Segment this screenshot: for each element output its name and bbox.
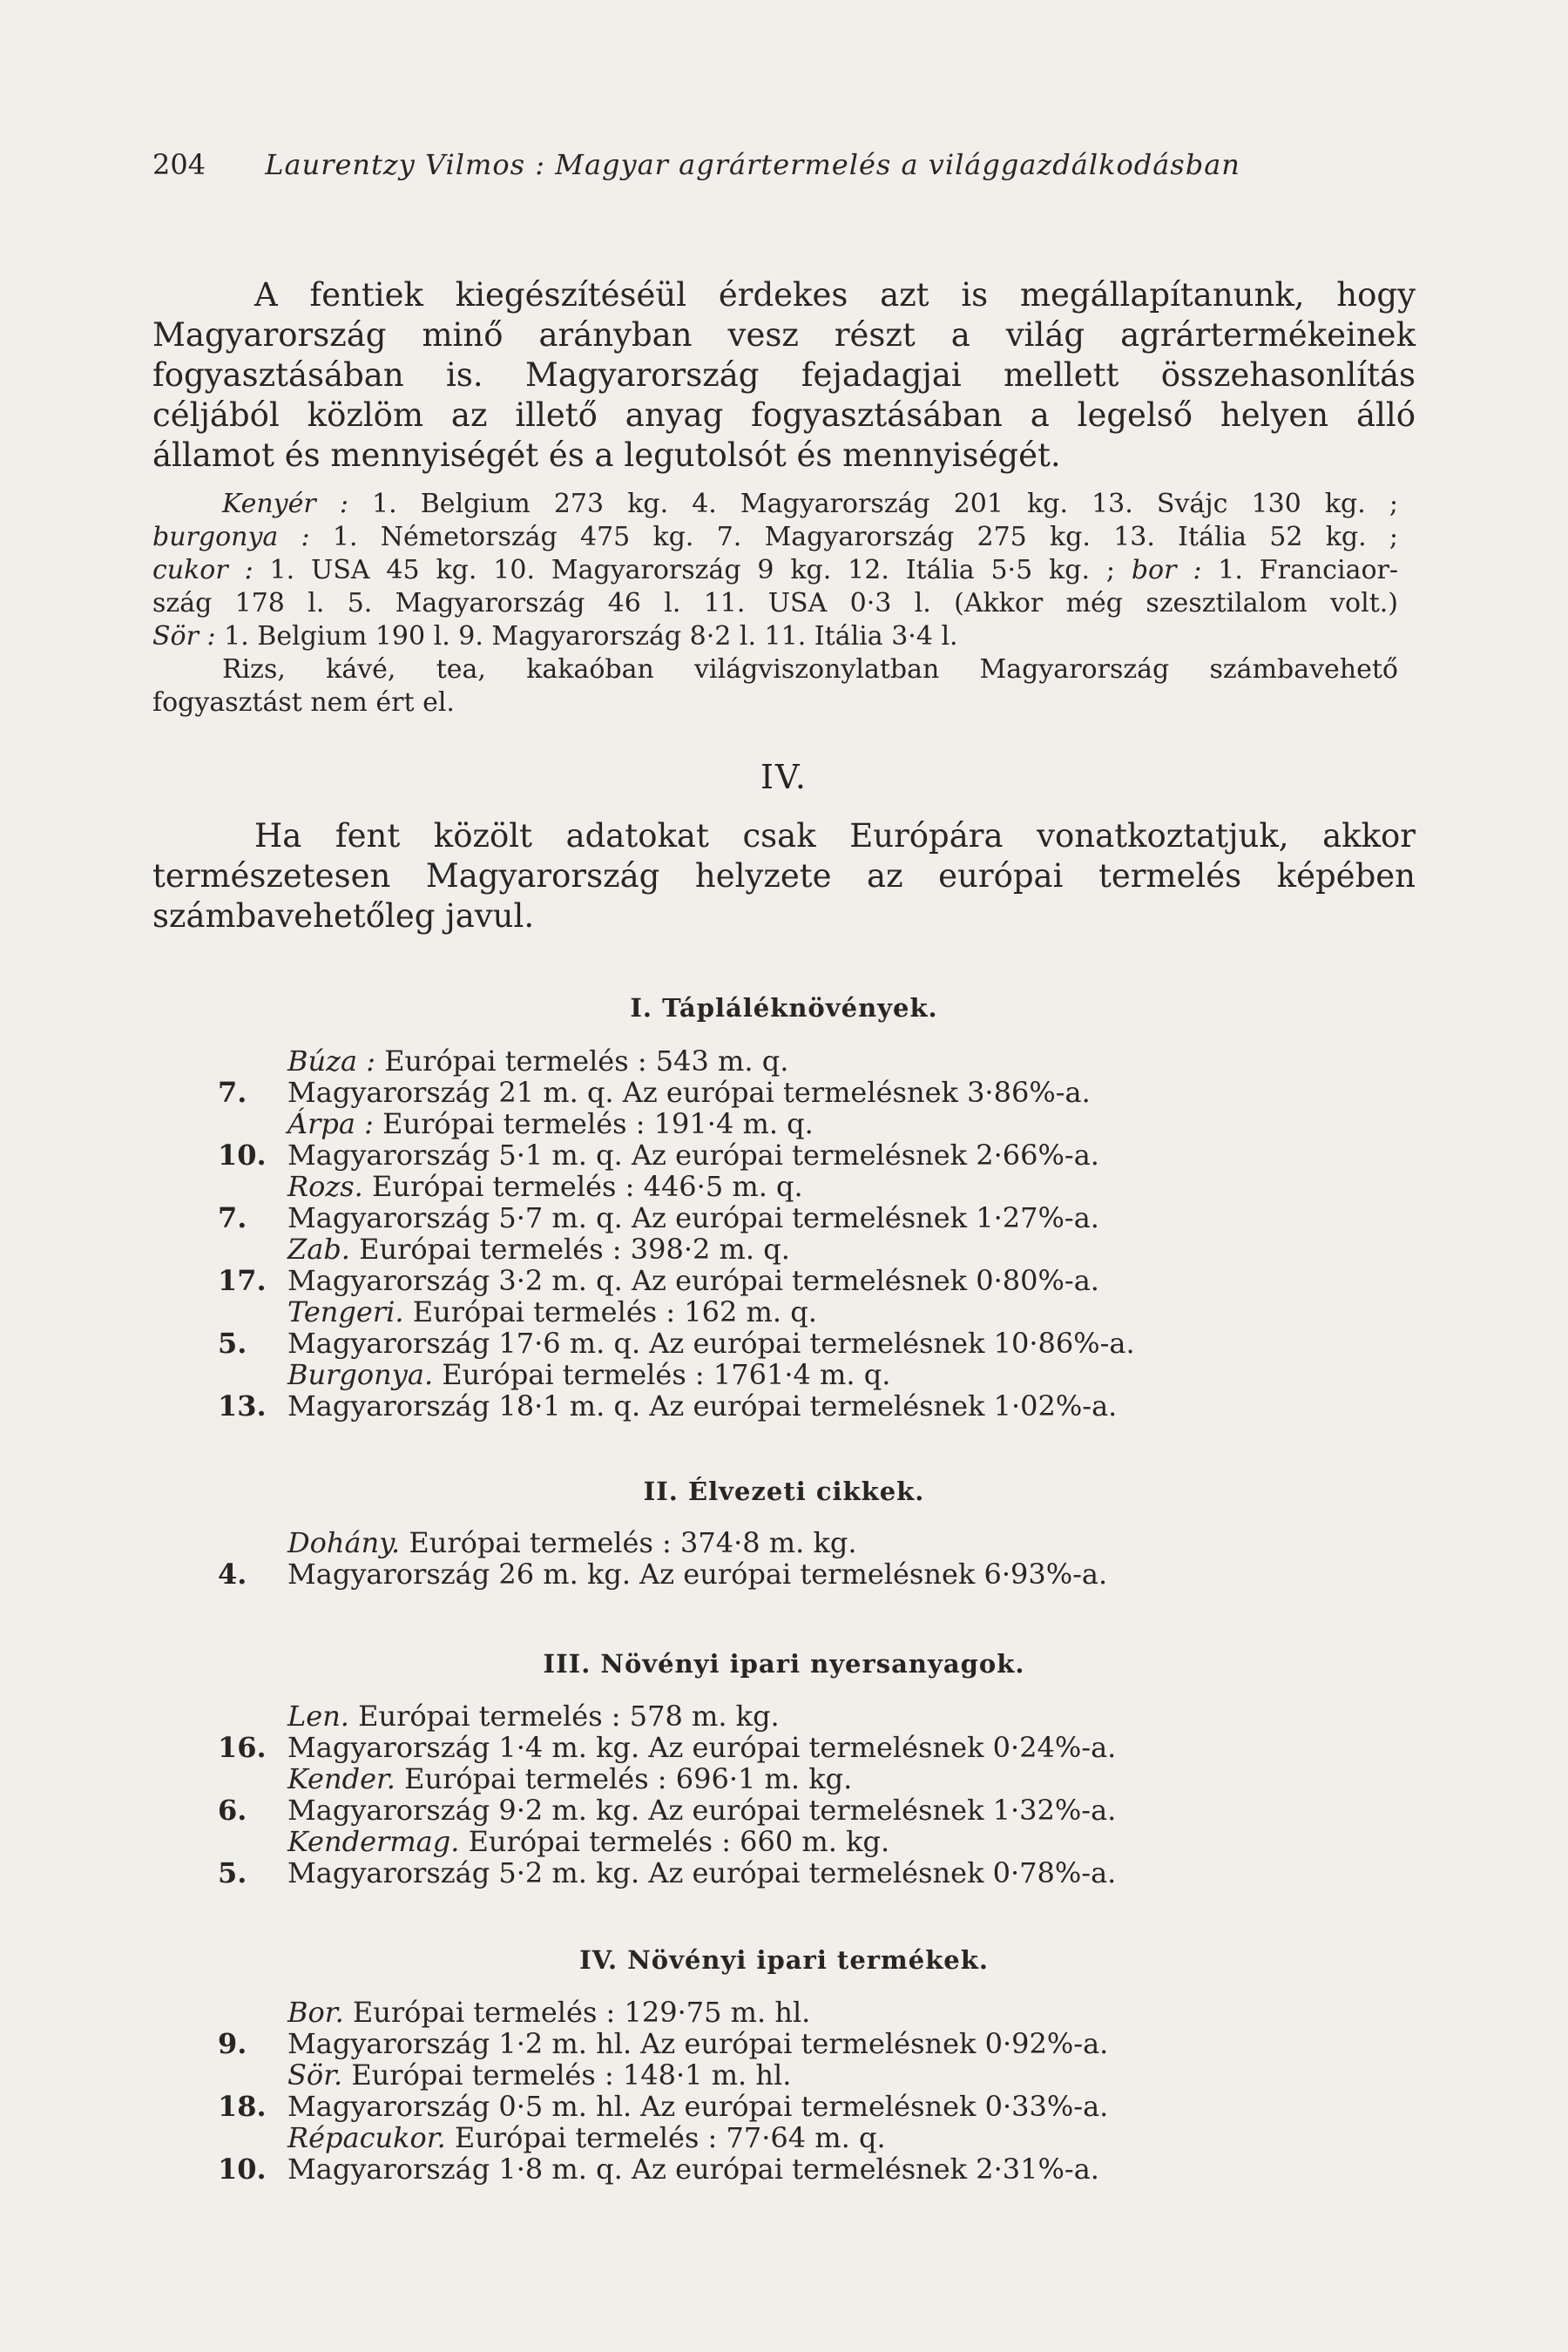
share-text: Magyarország 5·1 m. q. Az európai termelésnek 2·66%-a. — [287, 1139, 1099, 1172]
share-text: Magyarország 5·2 m. kg. Az európai termelésnek 0·78%-a. — [287, 1856, 1117, 1889]
production-text: Európai termelés : 77·64 m. q. — [454, 2121, 886, 2154]
production-text: Európai termelés : 129·75 m. hl. — [352, 1996, 811, 2029]
consumption-line: szág 178 l. 5. Magyarország 46 l. 11. USA 0·3 l. (Akkor még szesztilalom volt.) — [152, 588, 1398, 618]
product-name: Zab. — [287, 1233, 350, 1266]
consumption-line — [152, 620, 1398, 653]
item-label: bor : — [1131, 555, 1202, 585]
share-text: Magyarország 21 m. q. Az európai termelésnek 3·86%-a. — [287, 1076, 1091, 1109]
share-row — [218, 1732, 1307, 1763]
share-row — [218, 1857, 1307, 1889]
intro-line: céljából közlöm az illető anyag fogyasztásában a legelső helyen álló — [152, 396, 1416, 434]
rank: 18. — [218, 2090, 267, 2123]
page-number: 204 — [152, 148, 206, 181]
production-text: Európai termelés : 191·4 m. q. — [382, 1107, 814, 1140]
item-text: 1. Belgium 273 kg. 4. Magyarország 201 kg. 13. Svájc 130 kg. ; — [348, 489, 1398, 519]
production-text: Európai termelés : 578 m. kg. — [358, 1700, 780, 1733]
production-row — [218, 1527, 1307, 1558]
rank: 6. — [218, 1794, 247, 1827]
product-name: Répacukor. — [287, 2121, 446, 2154]
product-name: Sör. — [287, 2058, 343, 2092]
product-name: Kender. — [287, 1762, 395, 1795]
production-text: Európai termelés : 1761·4 m. q. — [442, 1358, 891, 1391]
rank: 9. — [218, 2027, 247, 2060]
production-text: Európai termelés : 543 m. q. — [384, 1044, 789, 1078]
share-text: Magyarország 1·8 m. q. Az európai termelésnek 2·31%-a. — [287, 2153, 1099, 2186]
share-row — [218, 1390, 1307, 1422]
production-row — [218, 1296, 1307, 1328]
consumption-line — [152, 521, 1398, 554]
production-text: Európai termelés : 374·8 m. kg. — [409, 1526, 857, 1559]
production-row — [218, 1700, 1307, 1732]
page-header — [152, 148, 1311, 181]
rank: 4. — [218, 1558, 247, 1591]
europe-line: természetesen Magyarország helyzete az európai termelés képében — [152, 857, 1416, 895]
intro-line: Magyarország minő arányban vesz részt a világ agrártermékeinek — [152, 316, 1416, 354]
production-row — [218, 1108, 1307, 1139]
intro-line: A fentiek kiegészítéséül érdekes azt is megállapítanunk, hogy — [254, 276, 1416, 314]
production-row — [218, 1826, 1307, 1857]
production-text: Európai termelés : 398·2 m. q. — [359, 1233, 790, 1266]
product-name: Rozs. — [287, 1170, 363, 1203]
item-text: 1. Németország 475 kg. 7. Magyarország 275 kg. 13. Itália 52 kg. ; — [309, 522, 1398, 552]
item-text: 1. Franciaor- — [1201, 555, 1398, 585]
running-title: Laurentzy Vilmos : Magyar agrártermelés a világgazdálkodásban — [265, 148, 1240, 181]
share-text: Magyarország 1·2 m. hl. Az európai termelésnek 0·92%-a. — [287, 2027, 1109, 2060]
product-name: Dohány. — [287, 1526, 401, 1559]
product-name: Kendermag. — [287, 1825, 460, 1858]
production-row — [218, 1233, 1307, 1265]
group-heading: II. Élvezeti cikkek. — [643, 1477, 925, 1506]
production-row — [218, 2059, 1307, 2091]
item-label: Sör : — [152, 621, 216, 652]
rank: 7. — [218, 1076, 247, 1109]
production-row — [218, 1045, 1307, 1077]
rank: 13. — [218, 1389, 267, 1423]
share-text: Magyarország 18·1 m. q. Az európai termelésnek 1·02%-a. — [287, 1389, 1118, 1423]
intro-paragraph — [152, 275, 1416, 476]
group-heading: III. Növényi ipari nyersanyagok. — [543, 1649, 1025, 1679]
share-row — [218, 2153, 1307, 2185]
product-name: Árpa : — [287, 1107, 374, 1140]
rank: 10. — [218, 2153, 267, 2186]
share-row — [218, 1202, 1307, 1233]
item-label: burgonya : — [152, 522, 310, 552]
production-row — [218, 1763, 1307, 1794]
share-text: Magyarország 5·7 m. q. Az európai termelésnek 1·27%-a. — [287, 1201, 1099, 1234]
item-text: 1. USA 45 kg. 10. Magyarország 9 kg. 12. Itália 5·5 kg. ; — [253, 555, 1132, 585]
rank: 16. — [218, 1731, 267, 1764]
production-row — [218, 1359, 1307, 1390]
item-label: cukor : — [152, 555, 253, 585]
item-text: 1. Belgium 190 l. 9. Magyarország 8·2 l. 11. Itália 3·4 l. — [215, 621, 958, 652]
production-text: Európai termelés : 446·5 m. q. — [371, 1170, 803, 1203]
europe-line: Ha fent közölt adatokat csak Európára vonatkoztatjuk, akkor — [254, 817, 1416, 855]
rank: 5. — [218, 1856, 247, 1889]
rank: 10. — [218, 1139, 267, 1172]
product-name: Burgonya. — [287, 1358, 434, 1391]
europe-paragraph — [152, 816, 1416, 936]
share-text: Magyarország 3·2 m. q. Az európai termelésnek 0·80%-a. — [287, 1264, 1099, 1297]
consumption-block — [152, 488, 1398, 720]
europe-line: számbavehetőleg javul. — [152, 897, 535, 935]
production-text: Európai termelés : 660 m. kg. — [468, 1825, 890, 1858]
item-label: Kenyér : — [222, 489, 348, 519]
share-text: Magyarország 1·4 m. kg. Az európai termelésnek 0·24%-a. — [287, 1731, 1117, 1764]
share-row — [218, 1139, 1307, 1171]
production-row — [218, 1171, 1307, 1202]
group-list — [218, 1045, 1307, 1422]
group-list — [218, 1700, 1307, 1889]
rank: 17. — [218, 1264, 267, 1297]
share-text: Magyarország 0·5 m. hl. Az európai termelésnek 0·33%-a. — [287, 2090, 1109, 2123]
production-row — [218, 1997, 1307, 2028]
production-text: Európai termelés : 162 m. q. — [412, 1295, 817, 1328]
share-row — [218, 1794, 1307, 1826]
share-text: Magyarország 17·6 m. q. Az európai termelésnek 10·86%-a. — [287, 1327, 1135, 1360]
section-number: IV. — [760, 758, 808, 796]
consumption-line — [152, 488, 1398, 521]
product-name: Búza : — [287, 1044, 376, 1078]
rank: 7. — [218, 1201, 247, 1234]
rank: 5. — [218, 1327, 247, 1360]
share-row — [218, 2091, 1307, 2122]
intro-line: államot és mennyiségét és a legutolsót és mennyiségét. — [152, 436, 1061, 474]
group-list — [218, 1527, 1307, 1590]
share-row — [218, 1077, 1307, 1108]
production-text: Európai termelés : 696·1 m. kg. — [404, 1762, 853, 1795]
production-row — [218, 2122, 1307, 2153]
share-row — [218, 1558, 1307, 1590]
group-list — [218, 1997, 1307, 2185]
share-row — [218, 1265, 1307, 1296]
consumption-line — [152, 554, 1398, 587]
production-text: Európai termelés : 148·1 m. hl. — [351, 2058, 792, 2092]
group-heading: I. Tápláléknövények. — [630, 993, 938, 1023]
share-row — [218, 2028, 1307, 2059]
share-text: Magyarország 26 m. kg. Az európai termelésnek 6·93%-a. — [287, 1558, 1108, 1591]
share-text: Magyarország 9·2 m. kg. Az európai termelésnek 1·32%-a. — [287, 1794, 1117, 1827]
product-name: Tengeri. — [287, 1295, 404, 1328]
intro-line: fogyasztásában is. Magyarország fejadagjai mellett összehasonlítás — [152, 356, 1416, 394]
group-heading: IV. Növényi ipari termékek. — [579, 1945, 989, 1975]
product-name: Bor. — [287, 1996, 344, 2029]
consumption-line: Rizs, kávé, tea, kakaóban világviszonylatban Magyarország számbavehető — [222, 654, 1398, 685]
consumption-line: fogyasztást nem ért el. — [152, 687, 455, 718]
share-row — [218, 1328, 1307, 1359]
product-name: Len. — [287, 1700, 349, 1733]
